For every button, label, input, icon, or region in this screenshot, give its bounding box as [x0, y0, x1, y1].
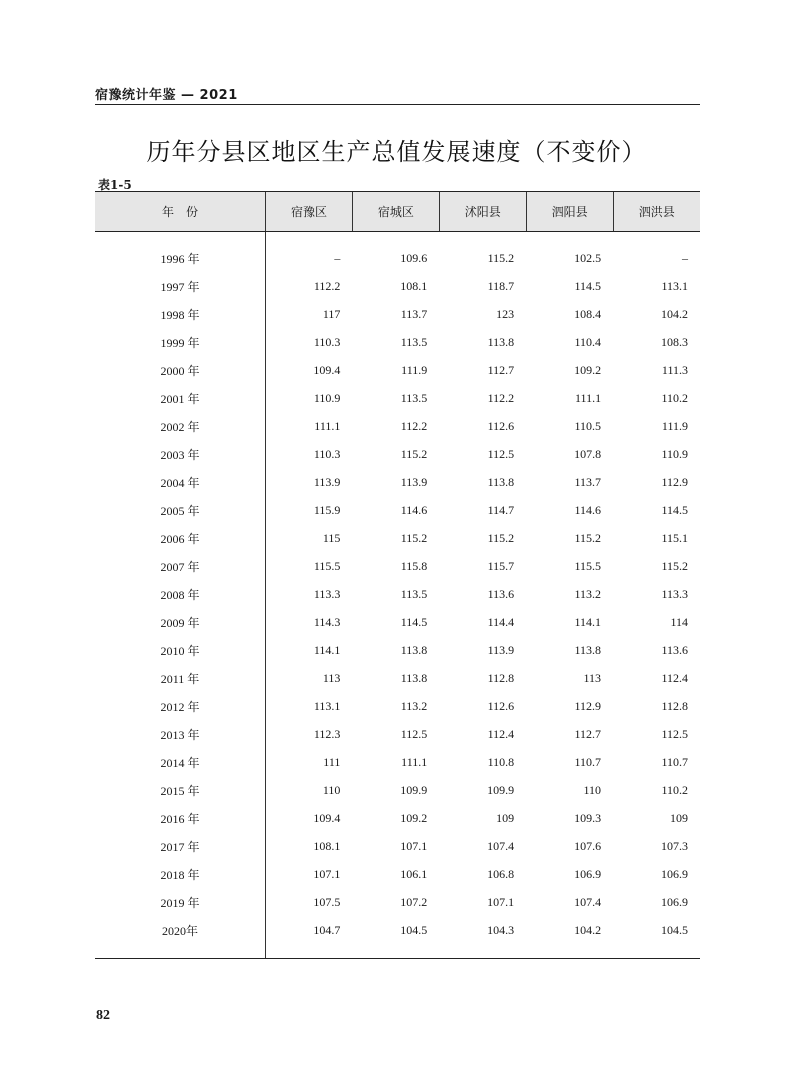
year-cell: 2019 年	[95, 888, 266, 916]
value-cell: 108.3	[661, 334, 688, 349]
table-row	[95, 720, 700, 748]
value-cell: 111.9	[661, 418, 688, 433]
table-body	[95, 232, 700, 959]
value-cell: 114.7	[487, 502, 515, 517]
value-cell: 112.7	[487, 362, 515, 377]
year-cell: 2000 年	[95, 356, 266, 384]
value-cell: 108.1	[313, 838, 341, 853]
year-cell: 2001 年	[95, 384, 266, 412]
table-row	[95, 384, 700, 412]
year-cell: 1996 年	[95, 244, 266, 272]
header-rule	[95, 104, 700, 105]
value-cell: 107.1	[400, 838, 428, 853]
value-cell: 107.5	[313, 894, 341, 909]
value-cell: 104.2	[574, 922, 602, 937]
value-cell: 113.5	[400, 586, 428, 601]
year-cell: 2003 年	[95, 440, 266, 468]
value-cell: 112.8	[661, 698, 688, 713]
value-cell: 114.1	[574, 614, 602, 629]
value-cell: –	[682, 250, 688, 265]
value-cell: 113	[322, 670, 341, 685]
year-cell: 2009 年	[95, 608, 266, 636]
value-cell: 112.2	[487, 390, 515, 405]
value-cell: 107.6	[574, 838, 602, 853]
year-cell: 2008 年	[95, 580, 266, 608]
value-cell: 112.4	[661, 670, 688, 685]
value-cell: 109.4	[313, 810, 341, 825]
year-cell: 2002 年	[95, 412, 266, 440]
value-cell: 115.5	[574, 558, 602, 573]
table-row	[95, 608, 700, 636]
table-row	[95, 412, 700, 440]
value-cell: 113.6	[661, 642, 688, 657]
table-row	[95, 440, 700, 468]
value-cell: 113.8	[400, 642, 428, 657]
value-cell: 115.2	[661, 558, 688, 573]
header-siyang: 泗阳县	[526, 192, 613, 232]
value-cell: 113.8	[487, 474, 515, 489]
value-cell: 112.7	[574, 726, 602, 741]
table-row	[95, 524, 700, 552]
value-cell: 112.2	[400, 418, 428, 433]
value-cell: 109	[670, 810, 688, 825]
value-cell: 106.9	[661, 894, 688, 909]
value-cell: 106.1	[400, 866, 428, 881]
value-cell: 110.2	[661, 390, 688, 405]
value-cell: 112.9	[574, 698, 602, 713]
value-cell: 109	[496, 810, 515, 825]
value-cell: 114.5	[400, 614, 428, 629]
year-cell: 2018 年	[95, 860, 266, 888]
table-row	[95, 552, 700, 580]
value-cell: 115.5	[313, 558, 341, 573]
year-cell: 2004 年	[95, 468, 266, 496]
year-cell: 2016 年	[95, 804, 266, 832]
value-cell: 109.2	[400, 810, 428, 825]
value-cell: 106.9	[661, 866, 688, 881]
value-cell: 107.1	[313, 866, 341, 881]
year-cell: 2014 年	[95, 748, 266, 776]
header-suyu: 宿豫区	[266, 192, 353, 232]
value-cell: 123	[496, 306, 515, 321]
value-cell: 115.1	[661, 530, 688, 545]
value-cell: 111.3	[661, 362, 688, 377]
value-cell: 113	[583, 670, 602, 685]
value-cell: 111.9	[401, 362, 428, 377]
value-cell: 110.5	[574, 418, 602, 433]
value-cell: 102.5	[574, 250, 602, 265]
value-cell: 115.8	[400, 558, 428, 573]
year-cell: 2010 年	[95, 636, 266, 664]
value-cell: 108.4	[574, 306, 602, 321]
value-cell: 113.3	[661, 586, 688, 601]
spacer-row	[95, 232, 700, 245]
value-cell: 108.1	[400, 278, 428, 293]
table-row	[95, 496, 700, 524]
value-cell: 114.3	[313, 614, 341, 629]
value-cell: 113.3	[313, 586, 341, 601]
value-cell: 113.8	[400, 670, 428, 685]
value-cell: 115.2	[574, 530, 602, 545]
table-row	[95, 804, 700, 832]
header-shuyang: 沭阳县	[439, 192, 526, 232]
table-row	[95, 692, 700, 720]
table-row	[95, 888, 700, 916]
value-cell: 115.2	[400, 446, 428, 461]
year-cell: 2013 年	[95, 720, 266, 748]
growth-rate-table	[95, 191, 700, 959]
value-cell: 114	[670, 614, 688, 629]
value-cell: 115.7	[487, 558, 515, 573]
value-cell: 110	[583, 782, 602, 797]
value-cell: 110.9	[661, 446, 688, 461]
value-cell: 113.5	[400, 390, 428, 405]
value-cell: 106.9	[574, 866, 602, 881]
year-cell: 1999 年	[95, 328, 266, 356]
table-row	[95, 468, 700, 496]
value-cell: 110.9	[313, 390, 341, 405]
year-cell: 2012 年	[95, 692, 266, 720]
value-cell: 115	[322, 530, 341, 545]
value-cell: 104.2	[661, 306, 688, 321]
value-cell: 112.6	[487, 698, 515, 713]
header-sihong: 泗洪县	[613, 192, 700, 232]
table-row	[95, 272, 700, 300]
table-row	[95, 776, 700, 804]
value-cell: 115.2	[487, 530, 515, 545]
value-cell: 113.2	[400, 698, 428, 713]
year-cell: 2015 年	[95, 776, 266, 804]
value-cell: 113.8	[487, 334, 515, 349]
value-cell: 112.5	[400, 726, 428, 741]
table-row	[95, 748, 700, 776]
value-cell: 110.4	[574, 334, 602, 349]
value-cell: 110.8	[487, 754, 515, 769]
value-cell: 113.6	[487, 586, 515, 601]
value-cell: 110.3	[313, 446, 341, 461]
value-cell: 114.6	[400, 502, 428, 517]
table-row	[95, 328, 700, 356]
value-cell: 110.7	[661, 754, 688, 769]
value-cell: 107.3	[661, 838, 688, 853]
value-cell: 112.3	[313, 726, 341, 741]
year-cell: 2020年	[95, 916, 266, 944]
value-cell: 114.1	[313, 642, 341, 657]
value-cell: 111.1	[574, 390, 602, 405]
value-cell: 107.1	[487, 894, 515, 909]
year-cell: 2007 年	[95, 552, 266, 580]
value-cell: 109.9	[400, 782, 428, 797]
value-cell: 106.8	[487, 866, 515, 881]
page-number: 82	[96, 1008, 110, 1023]
value-cell: 110	[322, 782, 341, 797]
table-row	[95, 244, 700, 272]
value-cell: 114.5	[574, 278, 602, 293]
value-cell: 110.2	[661, 782, 688, 797]
year-cell: 1998 年	[95, 300, 266, 328]
table-row	[95, 300, 700, 328]
table-number: 表1-5	[98, 178, 132, 192]
data-table-container	[95, 191, 700, 956]
table-row	[95, 636, 700, 664]
table-row	[95, 664, 700, 692]
value-cell: 107.4	[487, 838, 515, 853]
value-cell: 107.8	[574, 446, 602, 461]
value-cell: 110.7	[574, 754, 602, 769]
value-cell: 104.3	[487, 922, 515, 937]
value-cell: 109.9	[487, 782, 515, 797]
value-cell: 111	[323, 754, 341, 769]
year-cell: 2017 年	[95, 832, 266, 860]
value-cell: 118.7	[487, 278, 515, 293]
value-cell: 110.3	[313, 334, 341, 349]
value-cell: 104.5	[400, 922, 428, 937]
value-cell: 115.2	[400, 530, 428, 545]
value-cell: 109.3	[574, 810, 602, 825]
table-row	[95, 580, 700, 608]
value-cell: 109.2	[574, 362, 602, 377]
table-row	[95, 832, 700, 860]
spacer-row	[95, 944, 700, 959]
value-cell: 113.1	[661, 278, 688, 293]
value-cell: 104.7	[313, 922, 341, 937]
year-cell: 1997 年	[95, 272, 266, 300]
value-cell: –	[334, 250, 341, 265]
value-cell: 113.7	[400, 306, 428, 321]
table-row	[95, 916, 700, 944]
value-cell: 113.8	[574, 642, 602, 657]
value-cell: 113.2	[574, 586, 602, 601]
value-cell: 113.9	[313, 474, 341, 489]
value-cell: 112.5	[487, 446, 515, 461]
value-cell: 114.4	[487, 614, 515, 629]
value-cell: 114.6	[574, 502, 602, 517]
year-cell: 2011 年	[95, 664, 266, 692]
value-cell: 114.5	[661, 502, 688, 517]
value-cell: 107.2	[400, 894, 428, 909]
value-cell: 113.7	[574, 474, 602, 489]
value-cell: 112.9	[661, 474, 688, 489]
value-cell: 109.4	[313, 362, 341, 377]
page-title: 历年分县区地区生产总值发展速度（不变价）	[146, 138, 647, 166]
value-cell: 112.6	[487, 418, 515, 433]
table-row	[95, 356, 700, 384]
value-cell: 113.5	[400, 334, 428, 349]
value-cell: 112.8	[487, 670, 515, 685]
value-cell: 112.4	[487, 726, 515, 741]
year-cell: 2005 年	[95, 496, 266, 524]
running-head: 宿豫统计年鉴 — 2021	[95, 88, 238, 103]
value-cell: 109.6	[400, 250, 428, 265]
value-cell: 113.1	[313, 698, 341, 713]
value-cell: 117	[322, 306, 341, 321]
value-cell: 104.5	[661, 922, 688, 937]
value-cell: 111.1	[314, 418, 341, 433]
table-header-row	[95, 192, 700, 232]
header-year: 年 份	[95, 192, 266, 232]
value-cell: 115.9	[313, 502, 341, 517]
header-sucheng: 宿城区	[352, 192, 439, 232]
value-cell: 111.1	[401, 754, 428, 769]
value-cell: 112.5	[661, 726, 688, 741]
year-cell: 2006 年	[95, 524, 266, 552]
value-cell: 112.2	[313, 278, 341, 293]
value-cell: 115.2	[487, 250, 515, 265]
table-row	[95, 860, 700, 888]
value-cell: 107.4	[574, 894, 602, 909]
value-cell: 113.9	[400, 474, 428, 489]
value-cell: 113.9	[487, 642, 515, 657]
